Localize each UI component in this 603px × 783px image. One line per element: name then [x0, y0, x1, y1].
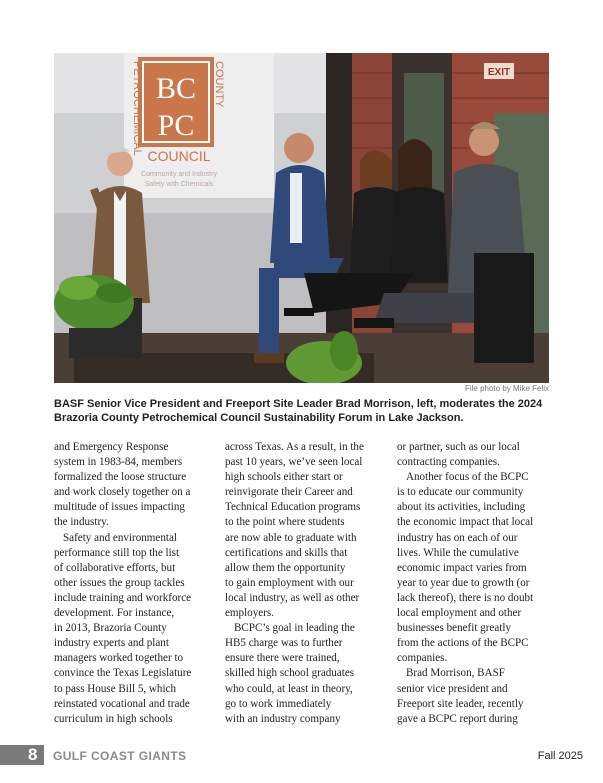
text-line: convince the Texas Legislature: [54, 667, 192, 680]
text-line: businesses benefit greatly: [397, 622, 511, 635]
text-line: Technical Education programs: [225, 501, 361, 514]
text-line: go to work immediately: [225, 697, 332, 710]
paragraph: [225, 621, 377, 727]
text-line: to the point where students: [225, 516, 345, 529]
text-line: year to year due to growth (or: [397, 576, 530, 589]
text-line: is to educate our community: [397, 486, 524, 499]
svg-text:Community and Industry: Community and Industry: [141, 171, 217, 178]
text-line: with an industry company: [225, 712, 341, 725]
photo-credit: File photo by Mike Felix: [464, 384, 549, 393]
photo-caption: BASF Senior Vice President and Freeport Site Leader Brad Morrison, left, moderates the 2024 Brazoria County Petrochemical Council Sustainability Forum in Lake Jackson.: [54, 398, 543, 424]
text-line: development. For instance,: [54, 607, 175, 620]
text-line: curriculum in high schools: [54, 712, 173, 725]
text-line: performance still top the list: [54, 546, 180, 559]
text-line: HB5 charge was to further: [225, 637, 343, 650]
text-line: the economic impact that local: [397, 516, 534, 529]
text-line: managers worked together to: [54, 652, 184, 665]
svg-text:COUNTY: COUNTY: [213, 61, 225, 108]
svg-text:PC: PC: [157, 109, 195, 142]
paragraph: [54, 440, 206, 531]
paragraph: [397, 470, 549, 666]
text-line: contracting companies.: [397, 456, 500, 469]
text-line: allow them the opportunity: [225, 561, 346, 574]
text-line: or partner, such as our local: [397, 441, 520, 453]
text-line: employers.: [225, 607, 274, 620]
text-line: local industry, as well as other: [225, 591, 360, 604]
page-number: 8: [28, 745, 38, 764]
text-line: formalized the loose structure: [54, 471, 187, 484]
svg-text:BC: BC: [155, 72, 197, 105]
text-column-3: [397, 440, 549, 727]
exit-sign: EXIT: [487, 67, 511, 78]
text-line: reinstated vocational and trade: [54, 697, 190, 710]
text-line: past 10 years, we’ve seen local: [225, 456, 363, 469]
text-column-2: [225, 440, 377, 727]
issue-label: Fall 2025: [537, 750, 583, 762]
text-line: companies.: [397, 652, 448, 665]
text-line: include training and workforce: [54, 591, 192, 604]
text-line: are now able to graduate with: [225, 531, 357, 544]
text-line: industry has on each of our: [397, 531, 518, 544]
text-line: ensure there were trained,: [225, 652, 340, 665]
paragraph: [54, 531, 206, 727]
svg-text:COUNCIL: COUNCIL: [147, 148, 211, 164]
text-line: other issues the group tackles: [54, 576, 185, 589]
paragraph: [225, 440, 377, 621]
text-column-1: [54, 440, 206, 727]
text-line: high schools either start or: [225, 471, 343, 484]
text-line: reinvigorate their Career and: [225, 486, 353, 499]
text-line: senior vice president and: [397, 682, 508, 695]
text-line: multitude of issues impacting: [54, 501, 185, 514]
text-line: industry experts and plant: [54, 637, 169, 650]
text-line: local employment and other: [397, 607, 522, 620]
paragraph: [397, 666, 549, 726]
text-line: Freeport site leader, recently: [397, 697, 524, 710]
text-line: of collaborative efforts, but: [54, 561, 176, 574]
svg-text:PETROCHEMICAL: PETROCHEMICAL: [131, 61, 143, 156]
text-line: Brad Morrison, BASF: [406, 667, 505, 680]
text-line: and work closely together on a: [54, 486, 191, 499]
text-line: about its activities, including: [397, 501, 526, 514]
text-line: to gain employment with our: [225, 576, 354, 589]
text-line: economic impact varies from: [397, 561, 527, 574]
text-line: lack thereof), there is no doubt: [397, 591, 534, 604]
text-line: gave a BCPC report during: [397, 712, 518, 725]
svg-text:Safety with Chemicals: Safety with Chemicals: [144, 181, 214, 188]
text-line: in 2013, Brazoria County: [54, 622, 167, 635]
bcpc-logo-banner: [124, 53, 274, 198]
text-line: across Texas. As a result, in the: [225, 441, 364, 453]
event-photo: [54, 53, 549, 383]
text-line: to pass House Bill 5, which: [54, 682, 177, 695]
text-line: from the actions of the BCPC: [397, 637, 529, 650]
text-line: system in 1983-84, members: [54, 456, 183, 469]
paragraph: [397, 440, 549, 470]
text-line: Another focus of the BCPC: [406, 471, 529, 484]
text-line: certifications and skills that: [225, 546, 348, 559]
text-line: and Emergency Response: [54, 441, 169, 453]
text-line: lives. While the cumulative: [397, 546, 519, 559]
text-line: who could, at least in theory,: [225, 682, 353, 695]
text-line: skilled high school graduates: [225, 667, 355, 680]
text-line: the industry.: [54, 516, 109, 529]
text-line: Safety and environmental: [63, 531, 177, 544]
text-line: BCPC’s goal in leading the: [234, 622, 355, 635]
magazine-name: GULF COAST GIANTS: [53, 749, 187, 763]
